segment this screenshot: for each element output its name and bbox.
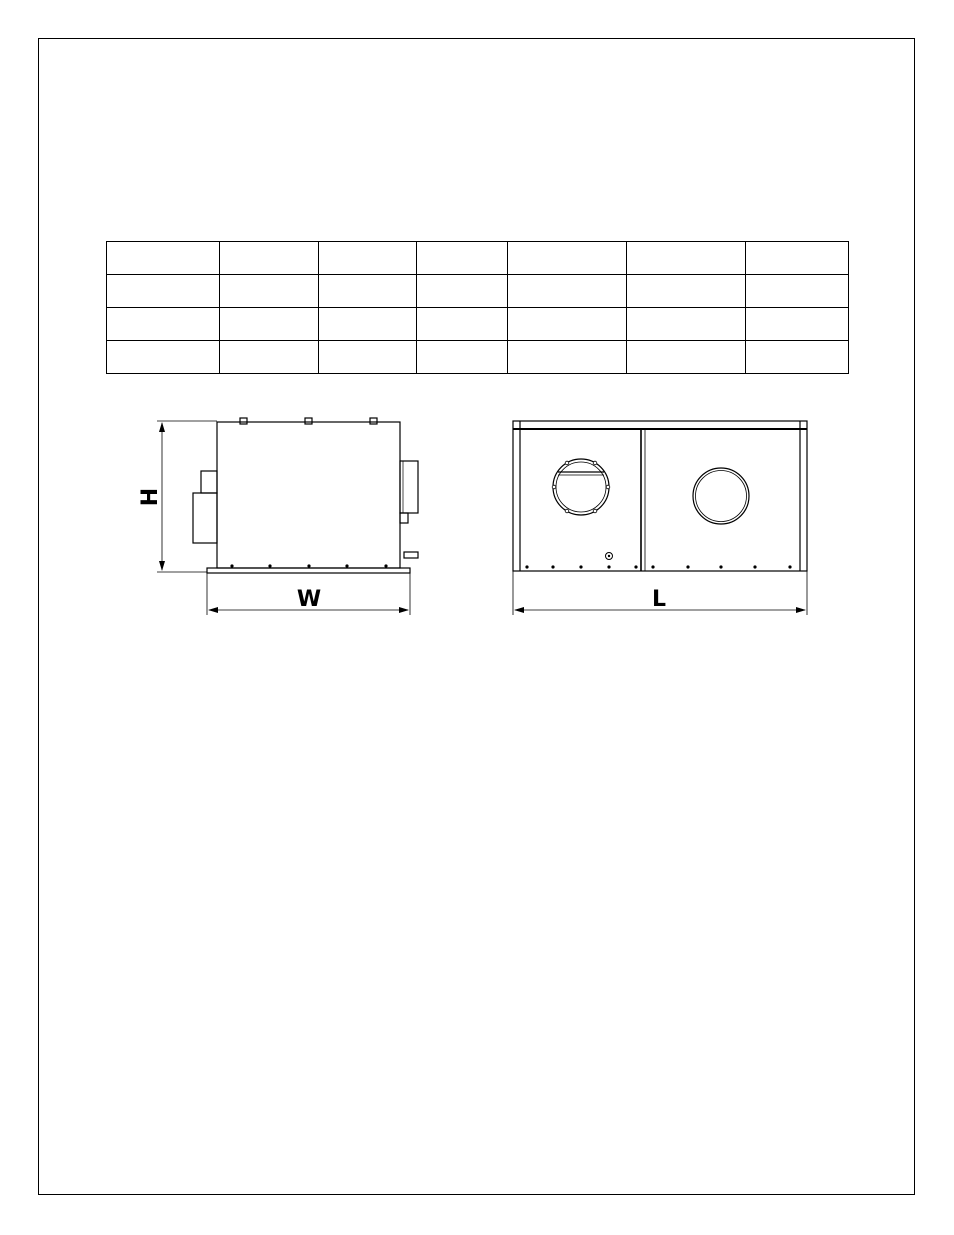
side-view-body — [217, 422, 400, 568]
height-dimension — [157, 421, 217, 572]
width-label: W — [296, 587, 322, 612]
side-view — [193, 418, 418, 573]
bottom-screws — [230, 564, 387, 567]
front-view — [513, 421, 807, 571]
left-collar-upper — [201, 471, 217, 493]
height-label: H — [138, 487, 163, 507]
side-view-base — [207, 568, 410, 573]
top-lug — [370, 418, 377, 424]
inlet-duct-collar — [553, 459, 609, 515]
top-lug — [305, 418, 312, 424]
left-collar-lower — [193, 493, 217, 543]
top-lug — [240, 418, 247, 424]
outlet-duct-collar — [693, 468, 749, 524]
front-view-frame — [513, 421, 807, 571]
right-collar-lip — [400, 513, 408, 523]
length-label: L — [651, 587, 667, 612]
bottom-screws — [525, 565, 791, 568]
collar-screws — [552, 461, 610, 513]
drain-stub — [404, 552, 418, 558]
